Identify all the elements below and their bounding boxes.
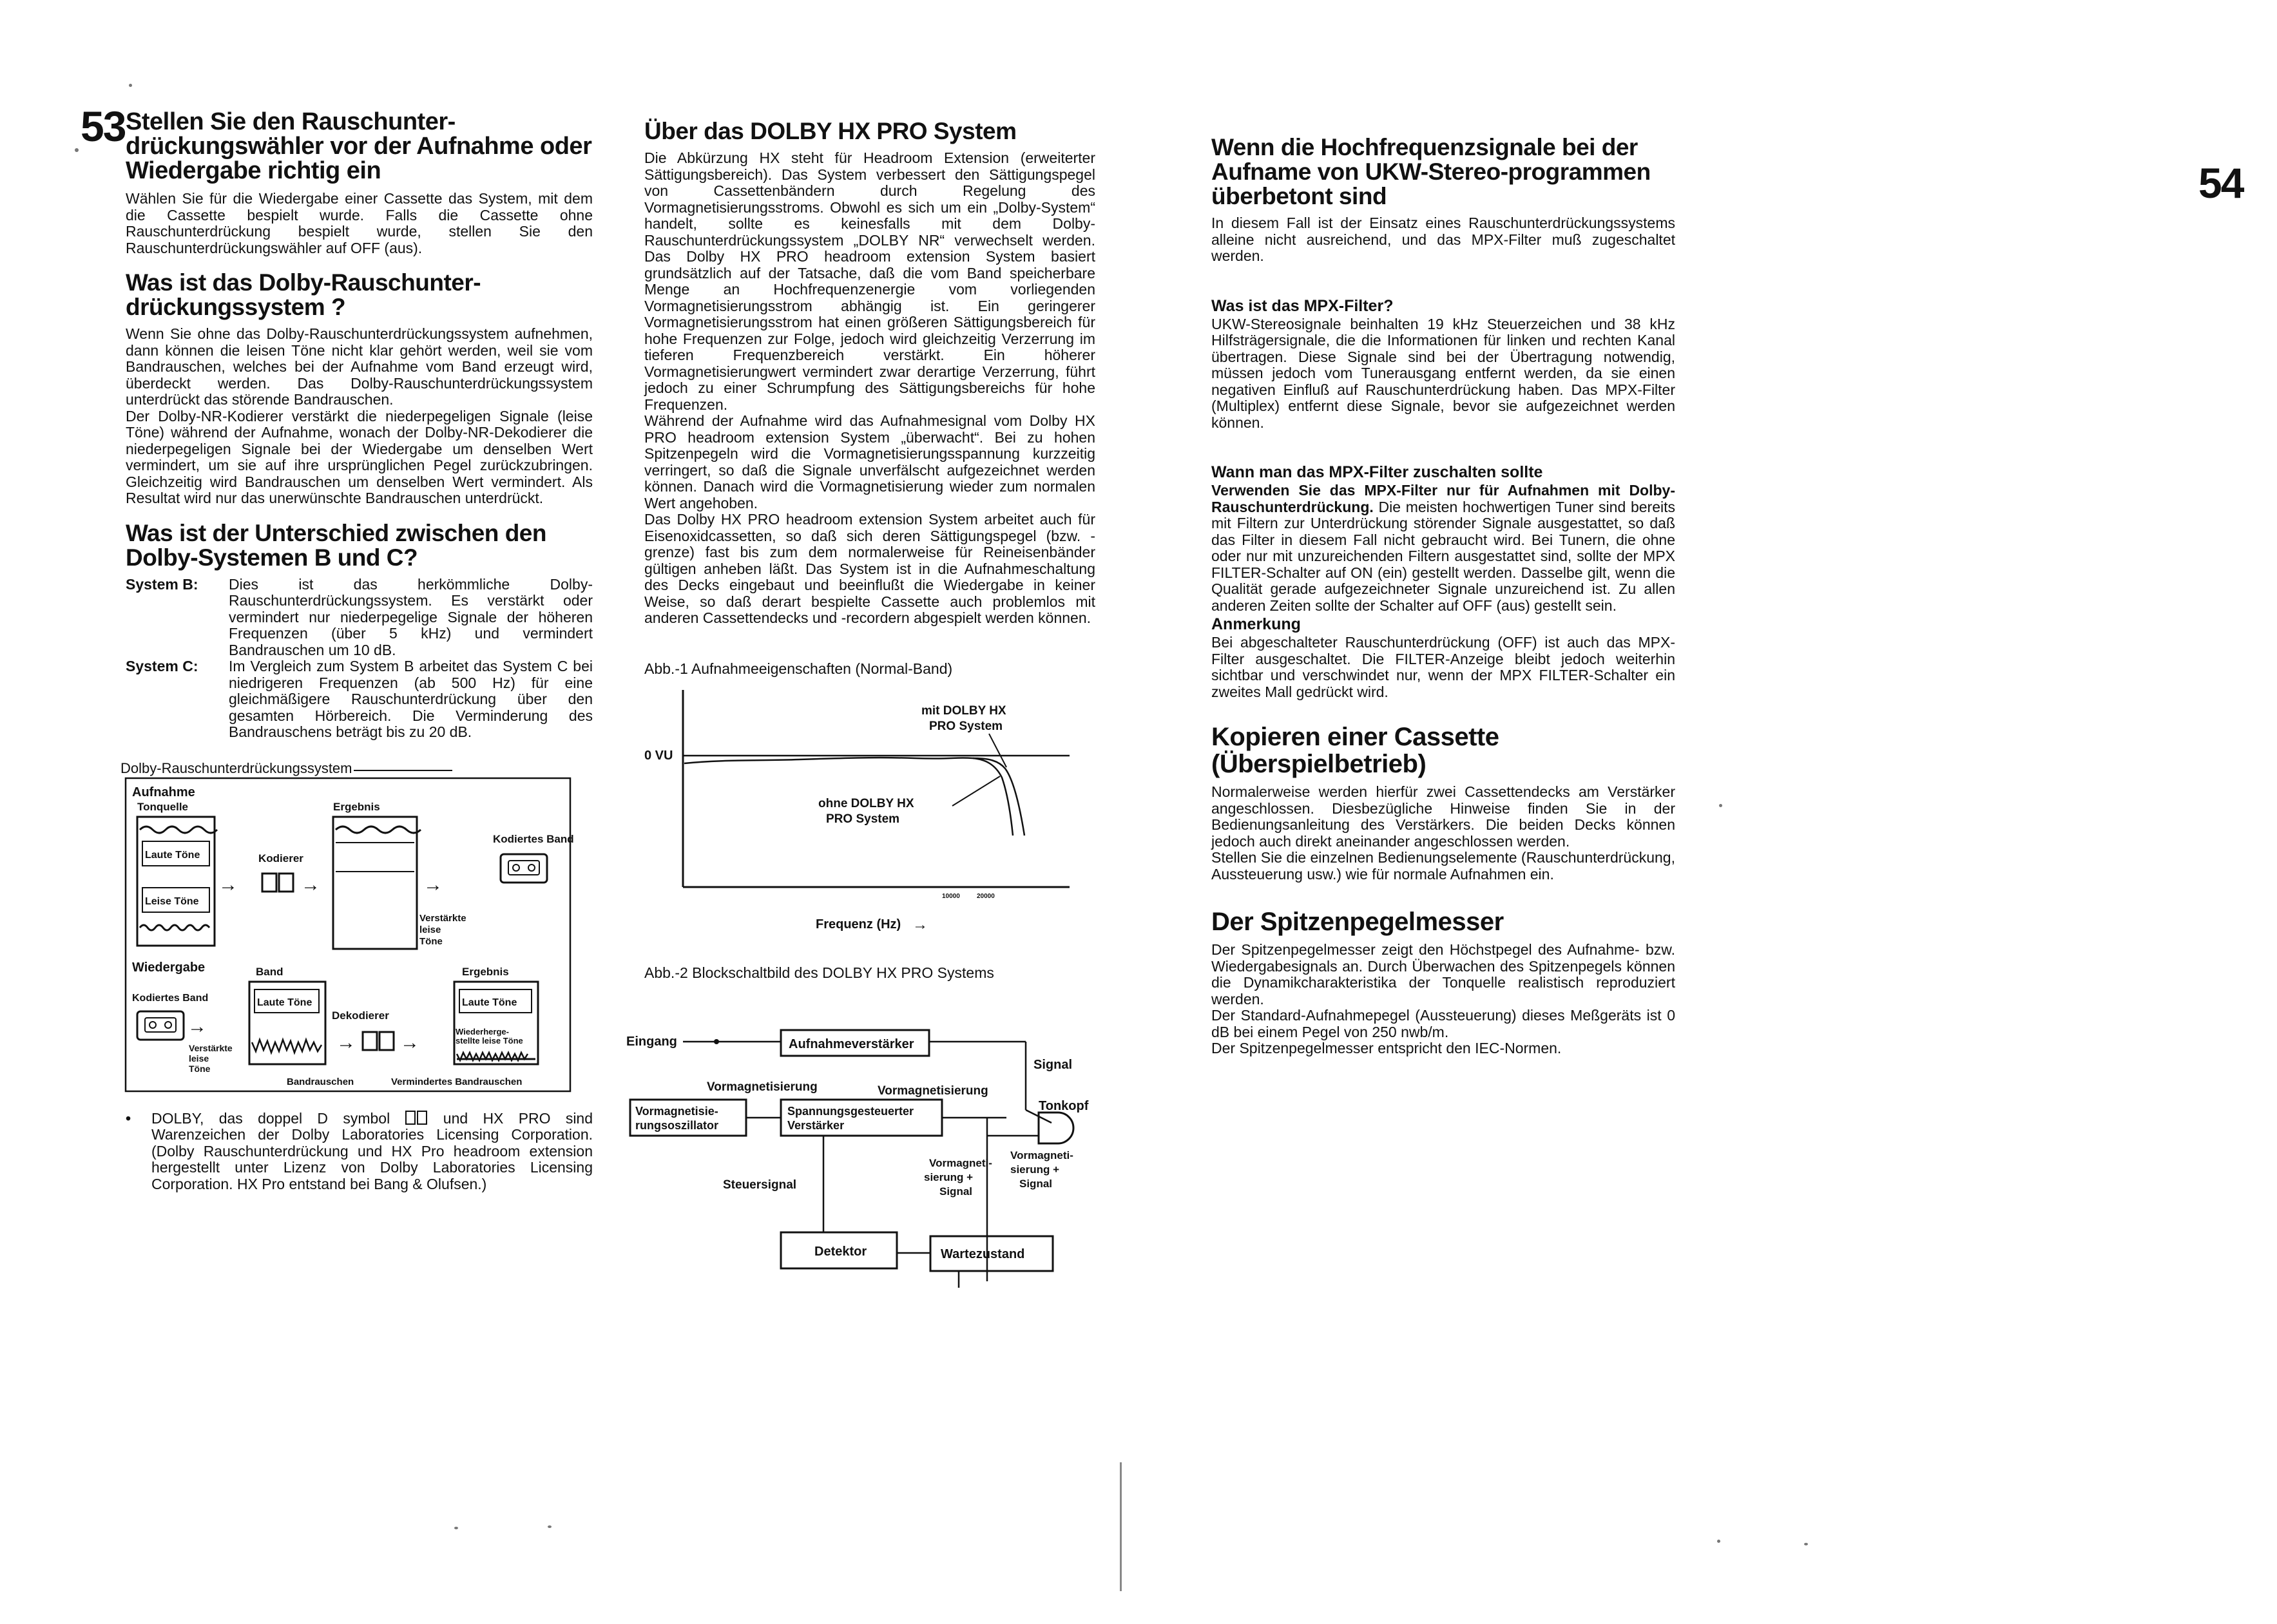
heading-dolby-nr: Was ist das Dolby-Rauschunter-drückungssystem ? — [126, 269, 481, 320]
fig2-label-eingang: Eingang — [626, 1034, 677, 1049]
mpx-paragraph: UKW-Stereosignale beinhalten 19 kHz Steuerzeichen und 38 kHz Hilfsträgersignale, die die Informationen für linken und rechten Kanal übertragen. Diese Signale sind bei der Übertragung notwendig, müssen jedoch vom Tunerausgang entfernt werden, da sie einen negativen Einfluß auf Rauschunterdrückung haben. Das MPX-Filter (Multiplex) entfernt diese Signale, bevor sie aufgezeichnet werden können. — [1211, 315, 1675, 431]
hf-paragraph: In diesem Fall ist der Einsatz eines Rauschunterdrückungssystems alleine nicht ausreichend, und das MPX-Filter muß zugeschaltet werden. — [1211, 215, 1675, 264]
fig1-xlabel-arrow: → — [912, 915, 928, 933]
kopieren-paragraph-2: Stellen Sie die einzelnen Bedienungselemente (Rauschunterdrückung, Aussteuerung usw.) wie für normale Aufnahmen ein. — [1211, 849, 1675, 883]
heading-b-vs-c: Was ist der Unterschied zwischen den Dolby-Systemen B und C? — [126, 519, 546, 571]
fig2-label-aufnahmeverstaerker: Aufnahmeverstärker — [789, 1036, 914, 1051]
scan-speck — [75, 148, 79, 152]
footnote-bullet: • — [126, 1109, 131, 1127]
label-laute-toene-3: Laute Töne — [462, 997, 517, 1008]
fig1-label-with-1: mit DOLBY HX — [921, 703, 1006, 718]
fig2-label-vormag-b: Vormagnetisierung — [878, 1084, 988, 1098]
diagram-title: Dolby-Rauschunterdrückungssystem — [120, 759, 352, 776]
fig2-block-diagram — [626, 1000, 1089, 1303]
label-leise-toene: Leise Töne — [145, 895, 199, 907]
cassette-icon-top — [501, 854, 547, 883]
hx-paragraph-1: Die Abkürzung HX steht für Headroom Extension (erweiterter Sättigungsbereich). Das System verbessert den Sättigungspegel von Cassettenbändern durch Regelung des Vormagnetisierungsstroms. Obwohl es sich um ein „Dolby-System“ handelt, sollte es keinesfalls mit dem Dolby-Rauschunterdrückungssystem „DOLBY NR“ verwechselt werden. Das Dolby HX PRO headroom extension System basiert grundsätzlich auf der Tatsache, daß die vom Band speicherbare Menge an Hochfrequenzenergie vom vorliegenden Vormagnetisierungsstrom abhängig ist. Ein geringerer Vormagnetisierungsstrom hat einen größeren Sättigungsbereich für hohe Frequenzen zur Folge, jedoch wird gleichzeitig Verzerrung im tieferen Frequenzbereich verstärkt. Ein höherer Vormagnetisierungwert vermindert zwar derartige Verzerrung, führt jedoch zu einer Schrumpfung des Sättigungsbereichs für hohe Frequenzen. — [644, 149, 1095, 413]
footnote-text-b: und HX PRO sind Warenzeichen der Dolby Laboratories Licensing Corporation. (Dolby Rauschunterdrückung und HX Pro headroom extension hergestellt unter Lizenz von Dolby Laboratories Licensing Corporation. HX Pro entstand bei Bang & Olufsen.) — [151, 1109, 593, 1192]
fig1-label-with-2: PRO System — [929, 719, 1003, 733]
footnote-text-a: DOLBY, das doppel D symbol — [151, 1109, 390, 1127]
heading-hf-signals: Wenn die Hochfrequenzsignale bei der Aufname von UKW-Stereo-programmen überbetont sind — [1211, 134, 1651, 209]
fig1-tick-b: 20000 — [977, 892, 995, 900]
heading-anmerkung: Anmerkung — [1211, 615, 1301, 633]
fig1-label-without-1: ohne DOLBY HX — [818, 796, 914, 810]
system-c-text: Im Vergleich zum System B arbeitet das System C bei niedrigeren Frequenzen (ab 500 Hz) für eine gleichmäßigere Rauschunterdrückung über den gesamten Hörbereich. Die Verminderung des Bandrauschens beträgt bis zu 20 dB. — [229, 658, 593, 740]
trademark-footnote — [126, 1111, 593, 1193]
result-box-top — [333, 817, 421, 949]
fig2-label-spann-1: Spannungsgesteuerter — [787, 1104, 914, 1118]
label-kodiertes-band-top: Kodiertes Band — [493, 832, 574, 845]
source-box — [137, 817, 217, 946]
tonkopf-icon — [1039, 1113, 1073, 1143]
label-kodierer: Kodierer — [258, 852, 303, 865]
dolby-logo-encoder — [262, 874, 293, 892]
page-number-right: 54 — [2198, 159, 2243, 207]
label-vermindertes-bandrauschen: Vermindertes Bandrauschen — [391, 1076, 523, 1087]
label-verstaerkte-b2: leise — [189, 1053, 209, 1064]
system-c-row — [126, 658, 593, 741]
right-column — [1211, 135, 1675, 1057]
when-mpx-text: Die meisten hochwertigen Tuner sind bereits mit Filtern zur Unterdrückung störender Signale ausgestattet, so daß das Filter in diesem Fall nicht gebraucht wird. Bei Tunern, die ohne oder nur mit unzureichenden Filtern ausgestattet sind, sollte der MPX FILTER-Schalter auf ON (ein) gestellt werden. Dasselbe gilt, wenn die Qualität gerade aufgezeichneter Signale unzureichend ist. Zu allen anderen Zeiten sollte der Schalter auf OFF (aus) gestellt sein. — [1211, 498, 1675, 614]
system-b-label: System B: — [126, 575, 198, 593]
label-band: Band — [256, 965, 283, 978]
heading-spitzenpegelmesser: Der Spitzenpegelmesser — [1211, 908, 1504, 936]
fig2-label-steuersignal: Steuersignal — [723, 1178, 797, 1192]
fig2-label-vm-mid-1: Vormagneti- — [929, 1156, 992, 1169]
fig2-label-osz-2: rungsoszillator — [635, 1118, 719, 1132]
fig1-xlabel: Frequenz (Hz) — [816, 917, 901, 931]
fig1-curve-with — [973, 758, 1024, 836]
fig2-label-tonkopf: Tonkopf — [1039, 1098, 1089, 1113]
fig1-leader-without — [952, 776, 1000, 806]
heading-hx-pro: Über das DOLBY HX PRO System — [644, 118, 1017, 144]
dolby-nr-paragraph-1: Wenn Sie ohne das Dolby-Rauschunterdrückungssystem aufnehmen, dann können die leisen Töne nicht klar gehört werden, weil sie vom Bandrauschen, welches bei der Aufnahme vom Band erzeugt wird, überdeckt werden. Das Dolby-Rauschunterdrückungssystem unterdrückt das störende Bandrauschen. — [126, 325, 593, 408]
fig2-label-vormag-a: Vormagnetisierung — [707, 1080, 818, 1094]
band-box — [249, 982, 325, 1064]
label-laute-toene-2: Laute Töne — [257, 997, 312, 1008]
when-mpx-bold: Verwenden Sie das MPX-Filter nur für Aufnahmen mit Dolby-Rauschunterdrückung. — [1211, 482, 1675, 515]
label-laute-toene-1: Laute Töne — [145, 849, 200, 861]
system-c-label: System C: — [126, 658, 198, 674]
heading-kopieren: Kopieren einer Cassette (Überspielbetrieb) — [1211, 723, 1499, 778]
fig2-label-osz-1: Vormagnetisie- — [635, 1104, 718, 1118]
label-ergebnis-top: Ergebnis — [333, 800, 380, 813]
arrow-2: → — [301, 874, 320, 895]
kopieren-paragraph-1: Normalerweise werden hierfür zwei Cassettendecks am Verstärker angeschlossen. Diesbezügliche Hinweise finden Sie in der Bedienungsanleitung des Verstärkers. Die beiden Decks können jedoch auch direkt aneinander angeschlossen werden. — [1211, 783, 1675, 850]
fig1-label-without-2: PRO System — [826, 812, 900, 826]
label-verstaerkte-1: Verstärkte — [419, 912, 466, 924]
label-wiederhergestellt-2: stellte leise Töne — [456, 1035, 523, 1046]
scan-speck — [1804, 1543, 1808, 1545]
dolby-nr-paragraph-2: Der Dolby-NR-Kodierer verstärkt die niederpegeligen Signale (leise Töne) während der Aufnahme, wonach der Dolby-NR-Dekodierer die niederpegeligen Signale bei der Wiedergabe um denselben Wert vermindert, um sie auf ihre ursprünglichen Pegel zurückzubringen. Gleichzeitig wird Bandrauschen um denselben Wert vermindert. Als Resultat wird nur das unerwünschte Bandrauschen unterdrückt. — [126, 407, 593, 506]
heading-when-mpx: Wann man das MPX-Filter zuschalten sollte — [1211, 463, 1543, 481]
label-aufnahme: Aufnahme — [132, 785, 195, 799]
dolby-nr-diagram — [120, 759, 572, 1094]
arrow-5: → — [336, 1031, 356, 1053]
middle-column — [626, 118, 1095, 1303]
label-verstaerkte-b3: Töne — [189, 1063, 211, 1074]
double-d-symbol-icon — [405, 1110, 428, 1127]
anmerkung-paragraph: Bei abgeschalteter Rauschunterdrückung (OFF) ist auch das MPX-Filter ausgeschaltet. Die FILTER-Anzeige bleibt jedoch weiterhin sichtbar und verschwindet nur, wenn der MPX FILTER-Schalter ein zweites Mall gedrückt wird. — [1211, 634, 1675, 700]
page-gutter — [1120, 1462, 1122, 1591]
section-heading-noise-selector: Stellen Sie den Rauschunter-drückungswähler vor der Aufnahme oder Wiedergabe richtig ein — [126, 108, 592, 184]
fig2-caption: Abb.-2 Blockschaltbild des DOLBY HX PRO Systems — [644, 964, 994, 981]
scan-speck — [548, 1525, 552, 1528]
label-kodiertes-band-bottom: Kodiertes Band — [132, 992, 209, 1004]
fig2-label-spann-2: Verstärker — [787, 1118, 845, 1132]
intro-paragraph: Wählen Sie für die Wiedergabe einer Cassette das System, mit dem die Cassette bespielt wurde. Falls die Cassette ohne Rauschunterdrückung bespielt wurde, stellen Sie den Rauschunterdrückungswähler auf OFF (aus). — [126, 190, 593, 256]
label-verstaerkte-2: leise — [419, 924, 441, 935]
scan-speck — [1719, 804, 1722, 807]
heading-mpx-filter: Was ist das MPX-Filter? — [1211, 296, 1394, 315]
hx-paragraph-2: Während der Aufnahme wird das Aufnahmesignal vom Dolby HX PRO headroom extension System „überwacht“. Bei zu hohen Spitzenpegeln wird die Vormagnetisierungsspannung kurzzeitig verringert, so daß die Signale unverfälscht aufgezeichnet werden können. Danach wird die Vormagnetisierung wieder zum normalen Wert angehoben. — [644, 412, 1095, 511]
fig2-label-vm-right-1: Vormagneti- — [1010, 1149, 1073, 1161]
label-wiedergabe: Wiedergabe — [132, 960, 206, 975]
scan-speck — [129, 84, 132, 87]
scan-speck — [1717, 1540, 1720, 1543]
label-verstaerkte-b1: Verstärkte — [189, 1042, 233, 1053]
fig1-0vu-label: 0 VU — [644, 748, 673, 763]
fig2-label-vm-mid-3: Signal — [939, 1185, 973, 1198]
label-ergebnis-bottom: Ergebnis — [462, 965, 509, 978]
fig2-label-vm-mid-2: sierung + — [924, 1170, 974, 1183]
arrow-1: → — [218, 874, 238, 895]
left-column — [120, 108, 593, 1192]
fig1-caption: Abb.-1 Aufnahmeeigenschaften (Normal-Band) — [644, 660, 953, 677]
peak-paragraph-2: Der Standard-Aufnahmepegel (Aussteuerung) dieses Meßgeräts ist 0 dB bei einem Pegel von 250 nwb/m. — [1211, 1007, 1675, 1040]
arrow-3: → — [423, 874, 443, 895]
fig2-label-detektor: Detektor — [814, 1244, 867, 1259]
scan-speck — [454, 1527, 458, 1529]
cassette-icon-bottom — [137, 1011, 184, 1040]
label-dekodierer: Dekodierer — [332, 1009, 389, 1022]
peak-paragraph-1: Der Spitzenpegelmesser zeigt den Höchstpegel des Aufnahme- bzw. Wiedergabesignals an. Durch Überwachen des Spitzenpegels können die Dynamikcharakteristika der Tonquelle realistisch reproduziert werden. — [1211, 941, 1675, 1008]
system-b-row — [126, 577, 593, 659]
peak-paragraph-3: Der Spitzenpegelmesser entspricht den IEC-Normen. — [1211, 1040, 1562, 1056]
page-number-left: 53 — [81, 102, 126, 150]
label-tonquelle: Tonquelle — [137, 800, 189, 813]
arrow-6: → — [400, 1031, 419, 1053]
result-box-bottom — [454, 982, 538, 1064]
dolby-logo-decoder — [363, 1032, 394, 1050]
fig2-label-signal: Signal — [1033, 1057, 1073, 1072]
system-b-text: Dies ist das herkömmliche Dolby-Rauschunterdrückungssystem. Es verstärkt oder vermindert nur niederpegelige Signale der höheren Frequenzen (über 5 kHz) und vermindert Bandrauschen um 10 dB. — [229, 575, 593, 658]
arrow-4: → — [187, 1015, 207, 1037]
fig2-label-wartezustand: Wartezustand — [941, 1247, 1025, 1261]
label-wiederhergestellt-1: Wiederherge- — [456, 1026, 509, 1036]
fig1-tick-a: 10000 — [942, 892, 960, 900]
fig1-recording-characteristics — [644, 681, 1095, 939]
fig2-label-vm-right-3: Signal — [1019, 1177, 1053, 1190]
fig2-label-vm-right-2: sierung + — [1010, 1163, 1060, 1176]
hx-paragraph-3: Das Dolby HX PRO headroom extension System arbeitet auch für Eisenoxidcassetten, so daß sich deren Sättigungspegel (bzw. -grenze) fast bis zum dem normalerweise für Reineisenbänder gültigen anheben läßt. Das System ist in die Aufnahmeschaltung des Decks eingebaut und beeinflußt die Wiedergabe in keiner Weise, so daß derart bespielte Cassette auch problemlos mit anderen Cassettendecks und -recordern abgespielt werden können. — [644, 511, 1095, 626]
label-bandrauschen: Bandrauschen — [287, 1076, 354, 1087]
label-verstaerkte-3: Töne — [419, 935, 443, 947]
